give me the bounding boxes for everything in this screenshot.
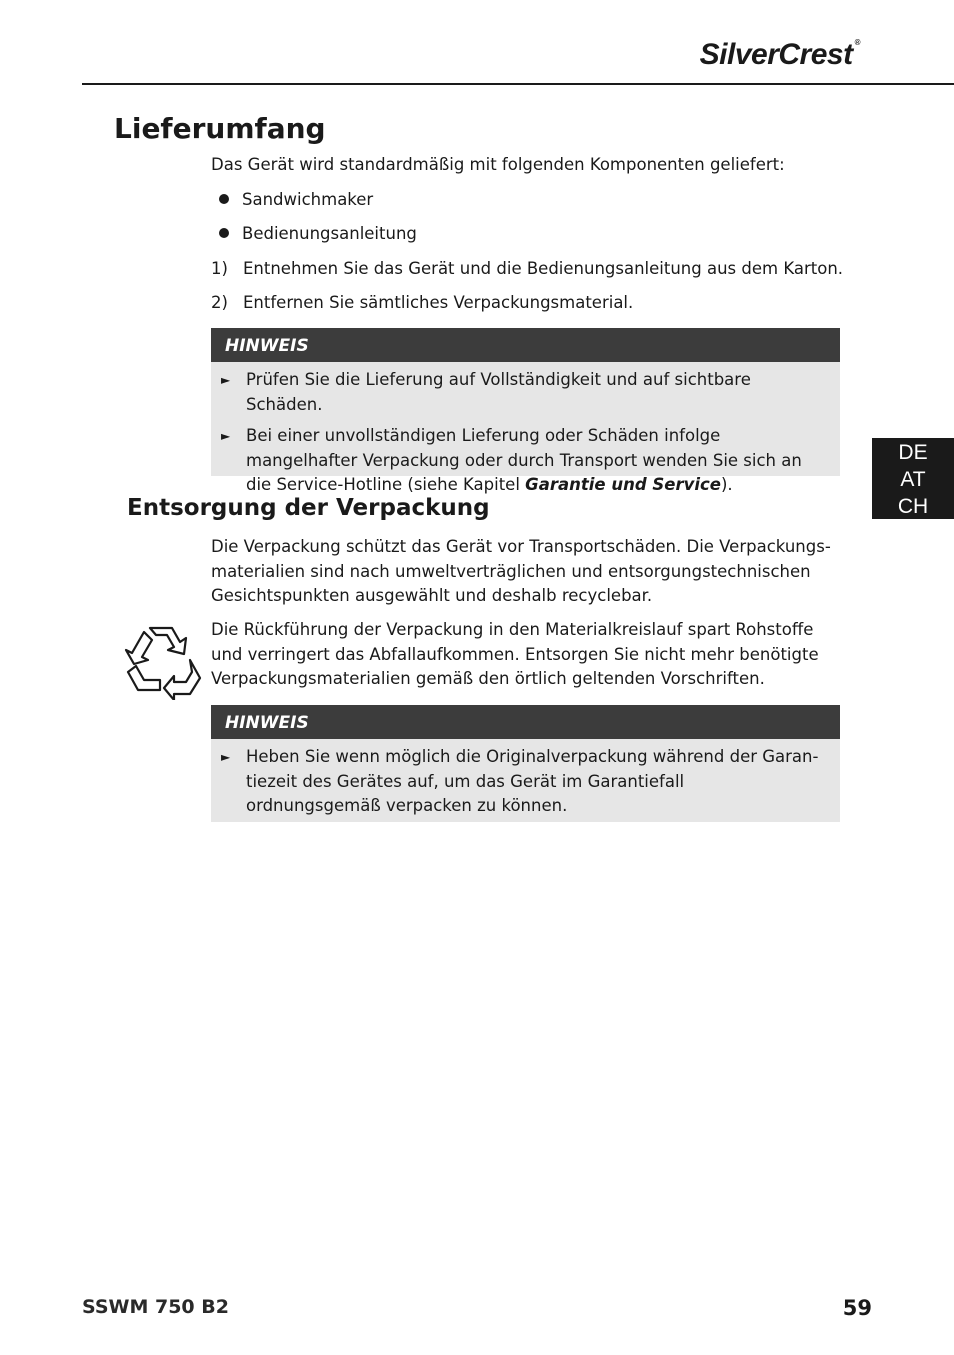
footer-model: SSWM 750 B2 <box>82 1296 229 1318</box>
section-title-lieferumfang: Lieferumfang <box>114 112 326 145</box>
lang-at: AT <box>900 468 926 491</box>
arrow-right-icon: ► <box>221 373 231 387</box>
bullet-icon <box>219 228 229 238</box>
hinweis-label: HINWEIS <box>211 705 840 739</box>
language-tab <box>872 438 954 519</box>
lang-de: DE <box>898 441 928 464</box>
lang-ch: CH <box>897 495 929 518</box>
step-item: 2) Entfernen Sie sämtliches Verpackungsmaterial. <box>211 293 634 312</box>
hinweis-item: ► Bei einer unvollständigen Lieferung oder Schäden infolge mangelhafter Verpackung oder durch Transport wenden Sie sich an die Service-Hotline (siehe Kapitel Garantie und Service). <box>221 426 802 494</box>
arrow-right-icon: ► <box>221 750 231 764</box>
brand-logo: SilverCrest ® <box>699 38 860 71</box>
section-title-entsorgung: Entsorgung der Verpackung <box>127 495 490 521</box>
hinweis-item: ► Prüfen Sie die Lieferung auf Vollständigkeit und auf sichtbare Schäden. <box>221 370 751 414</box>
list-item: Sandwichmaker <box>219 188 373 212</box>
hinweis-box <box>211 328 840 494</box>
step-item: 1) Entnehmen Sie das Gerät und die Bedienungsanleitung aus dem Karton. <box>211 259 844 278</box>
chapter-reference: Garantie und Service <box>525 475 721 494</box>
arrow-right-icon: ► <box>221 429 231 443</box>
paragraph: Die Verpackung schützt das Gerät vor Transportschäden. Die Verpackungsmaterialien sind nach umweltverträglichen und entsorgungstechnischen Gesichtspunkten ausgewählt und deshalb recyclebar. <box>211 537 831 605</box>
paragraph: Die Rückführung der Verpackung in den Materialkreislauf spart Rohstoffe und verringert das Abfallaufkommen. Entsorgen Sie nicht mehr benötigte Verpackungsmaterialien gemäß den örtlich geltenden Vorschriften. <box>211 620 819 688</box>
intro-text: Das Gerät wird standardmäßig mit folgenden Komponenten geliefert: <box>211 155 785 174</box>
bullet-icon <box>219 194 229 204</box>
recycle-icon <box>120 620 204 700</box>
list-item: Bedienungsanleitung <box>219 222 417 246</box>
hinweis-item: ► Heben Sie wenn möglich die Originalverpackung während der Garantiezeit des Gerätes auf, um das Gerät im Garantiefall ordnungsgemäß verpacken zu können. <box>221 747 819 815</box>
hinweis-box <box>211 705 840 822</box>
page-number: 59 <box>842 1296 872 1320</box>
header-rule <box>82 83 954 85</box>
hinweis-label: HINWEIS <box>211 328 840 362</box>
